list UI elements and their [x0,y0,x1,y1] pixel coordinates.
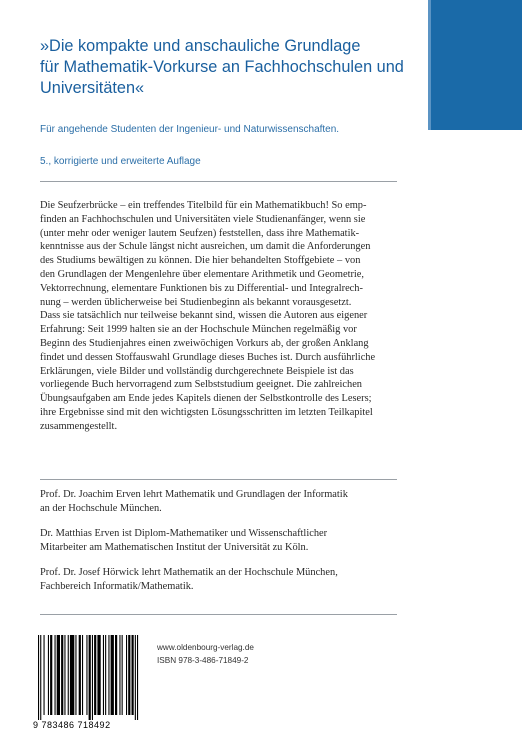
barcode-bar [126,635,127,715]
barcode-bar [44,635,45,715]
barcode-bar [111,635,114,715]
blurb-line: Übungsaufgaben am Ende jedes Kapitels dienen der Selbstkontrolle des Lesers; [40,393,372,405]
barcode-bar [94,635,96,715]
author-bio-line: an der Hochschule München. [40,502,162,514]
barcode-bar [50,635,52,715]
author-bio [40,566,400,594]
blurb-line: den Grundlagen der Mengenlehre über elementare Arithmetik und Geometrie, [40,268,365,280]
author-bio-line: Dr. Matthias Erven ist Diplom-Mathematiker und Wissenschaftlicher [40,528,328,539]
author-bio-line: Prof. Dr. Joachim Erven lehrt Mathematik und Grundlagen der Informatik [40,489,348,500]
barcode-bar [105,635,106,715]
author-bio [40,488,400,516]
barcode-bar [92,635,93,720]
barcode-bar [122,635,123,715]
headline-quote [40,36,425,99]
barcode-bar [119,635,120,715]
blurb-line: Beginn des Studienjahres einen zweiwöchigen Vorkurs ab, der großen Anklang [40,337,369,349]
blurb-line: kenntnisse aus der Schule längst nicht ausreichen, um damit die Anforderungen [40,241,371,253]
blurb-text [40,199,400,434]
barcode-bar [103,635,104,715]
edition-line: 5., korrigierte und erweiterte Auflage [40,156,201,167]
author-bio-line: Fachbereich Informatik/Mathematik. [40,580,194,592]
isbn-barcode [36,635,140,720]
author-bio-line: Mitarbeiter am Mathematischen Institut der Universität zu Köln. [40,541,309,553]
barcode-bar [115,635,117,715]
barcode-bar [75,635,76,715]
publisher-url: www.oldenbourg-verlag.de [157,643,254,652]
barcode-bar [55,635,56,715]
barcode-bar [68,635,69,715]
isbn-text: ISBN 978-3-486-71849-2 [157,656,249,665]
barcode-bar [64,635,65,715]
barcode-bar [97,635,100,715]
publisher-info [157,641,254,667]
barcode-bar [38,635,39,720]
blurb-line: Die Seufzerbrücke – ein treffendes Titelbild für ein Mathematikbuch! So emp- [40,200,367,211]
barcode-bar [70,635,74,715]
barcode-bar [48,635,49,715]
barcode-bar [108,635,109,715]
author-bio-line: Prof. Dr. Josef Hörwick lehrt Mathematik an der Hochschule München, [40,567,338,578]
blurb-line: Dass sie tatsächlich nur teilweise bekannt sind, wissen die Autoren aus eigener [40,310,368,322]
decorative-blue-bar [428,0,522,130]
barcode-bar [132,635,134,715]
barcode-bar [128,635,130,715]
barcode-bar [40,635,41,720]
blurb-line: nung – werden üblicherweise bei Studienbeginn als bekannt vorausgesetzt. [40,296,352,308]
blurb-line: Erfahrung: Seit 1999 halten sie an der Hochschule München regelmäßig vor [40,324,357,336]
barcode-bar [86,635,87,715]
blurb-line: vorliegende Buch hervorragend zum Selbststudium geeignet. Die zahlreichen [40,379,363,391]
barcode-number: 9 783486 718492 [33,720,111,730]
blue-bar-edge [428,0,431,130]
divider [40,181,397,182]
divider [40,479,397,480]
blurb-line: des Studiums bewältigen zu können. Die hier behandelten Stoffgebiete – von [40,255,361,267]
audience-line: Für angehende Studenten der Ingenieur- und Naturwissenschaften. [40,124,340,135]
divider [40,614,397,615]
barcode-bar [89,635,91,720]
barcode-bar [79,635,81,715]
blurb-line: findet und dessen Stoffauswahl Grundlage dieses Buches ist. Durch ausführliche [40,351,376,363]
blurb-line: (unter mehr oder weniger lautem Seufzen) feststellen, dass ihre Mathematik- [40,227,360,239]
headline-line: »Die kompakte und anschauliche Grundlage [40,37,361,55]
blurb-line: finden an Fachhochschulen und Universitäten viele Studienanfänger, wenn sie [40,213,366,225]
barcode-bar [61,635,63,715]
blurb-line: ihre Ergebnisse sind mit den wichtigsten Lösungsschritten im letzten Teilkapitel [40,406,373,418]
headline-line: Universitäten« [40,79,145,97]
barcode-bar [82,635,83,715]
barcode-bar [135,635,136,720]
blurb-line: zusammengestellt. [40,420,118,432]
blurb-line: Vektorrechnung, elementare Funktionen bis zu Differential- und Integralrech- [40,282,363,294]
headline-line: für Mathematik-Vorkurse an Fachhochschulen und [40,58,404,76]
barcode-bar [137,635,138,720]
barcode-bar [57,635,60,715]
blurb-line: Erklärungen, viele Bilder und vollständig durchgerechnete Beispiele ist das [40,365,354,377]
author-bio [40,527,400,555]
